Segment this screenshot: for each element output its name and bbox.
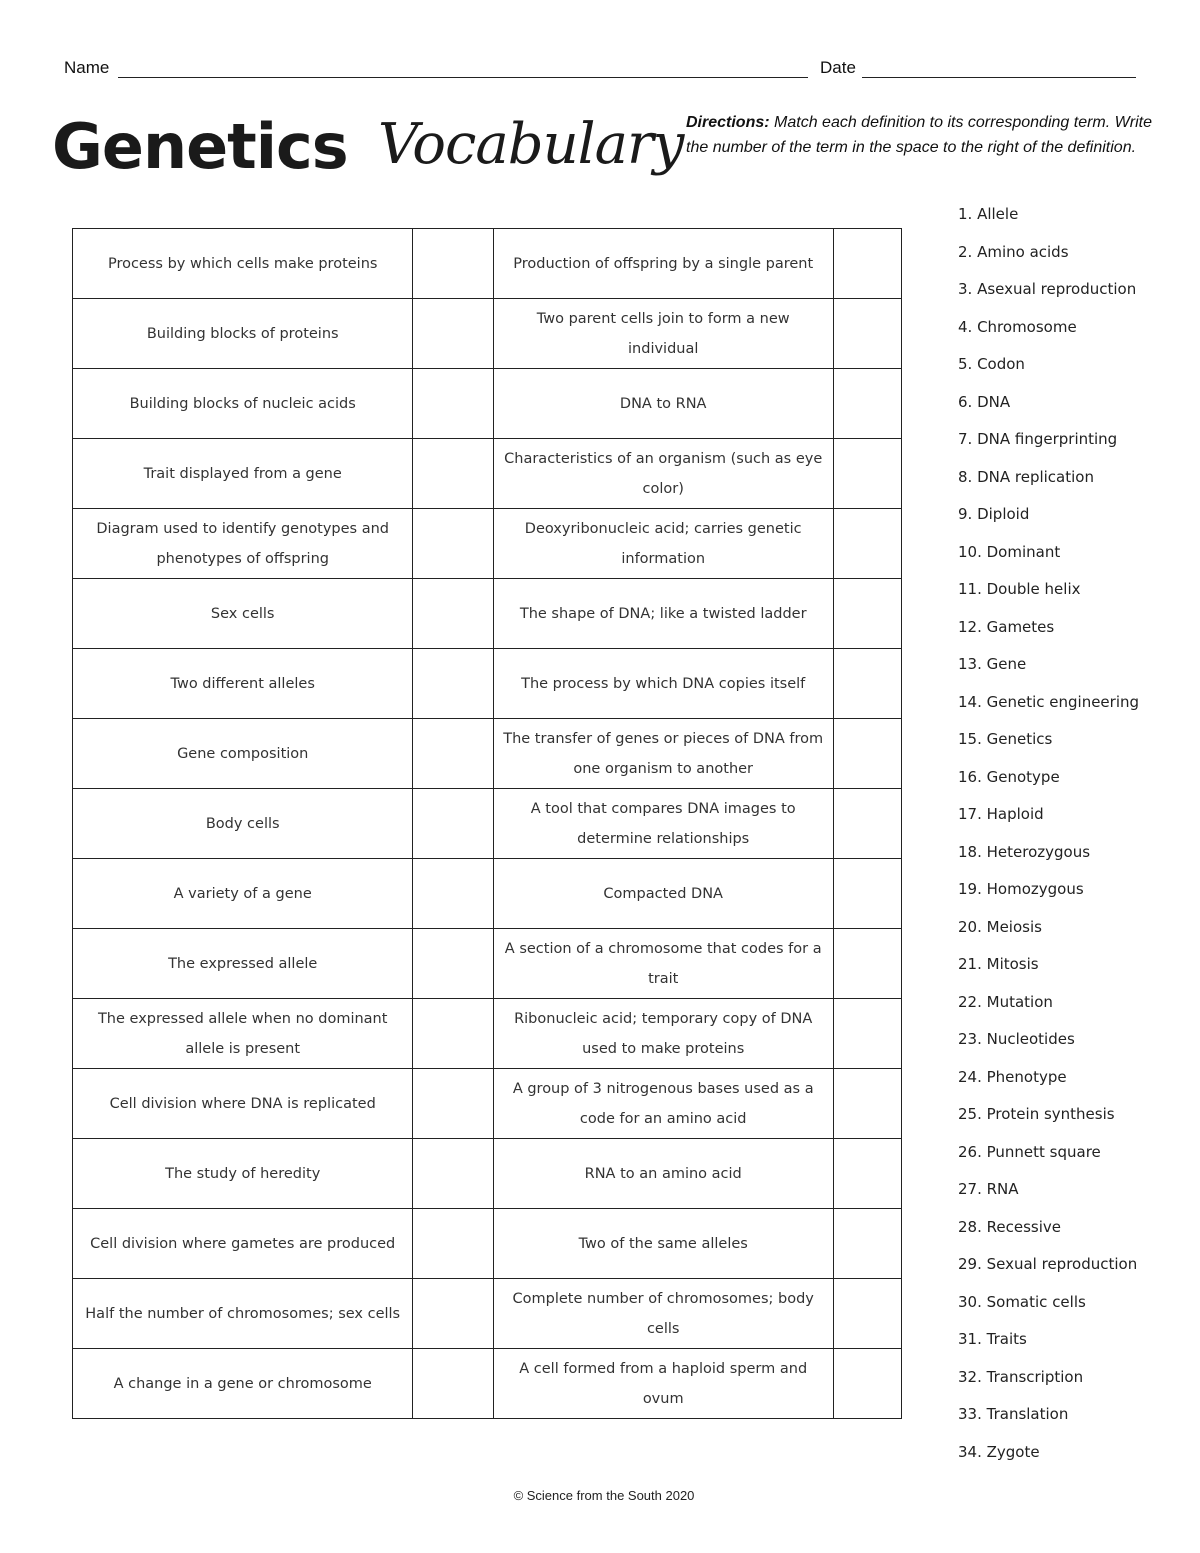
term-item: 12. Gametes (958, 617, 1055, 636)
answer-blank[interactable] (833, 509, 901, 579)
definition-cell: Gene composition (73, 719, 413, 789)
table-row (73, 1069, 902, 1139)
answer-blank[interactable] (413, 439, 493, 509)
answer-blank[interactable] (413, 229, 493, 299)
definition-cell: Deoxyribonucleic acid; carries genetic information (493, 509, 833, 579)
answer-blank[interactable] (833, 929, 901, 999)
term-item: 14. Genetic engineering (958, 692, 1140, 711)
term-item: 32. Transcription (958, 1367, 1084, 1386)
definition-cell: Trait displayed from a gene (73, 439, 413, 509)
term-item: 17. Haploid (958, 805, 1044, 823)
term-item: 8. DNA replication (958, 467, 1094, 486)
definition-cell: Compacted DNA (493, 859, 833, 929)
term-item: 29. Sexual reproduction (958, 1255, 1138, 1273)
definition-cell: The shape of DNA; like a twisted ladder (493, 579, 833, 649)
table-row (73, 859, 902, 929)
definition-cell: Complete number of chromosomes; body cells (493, 1279, 833, 1349)
definition-cell: A cell formed from a haploid sperm and ovum (493, 1349, 833, 1419)
answer-blank[interactable] (833, 789, 901, 859)
directions-label: Directions: (686, 114, 770, 131)
name-label: Name (64, 58, 110, 77)
term-item: 19. Homozygous (958, 880, 1084, 898)
term-item: 4. Chromosome (958, 317, 1077, 336)
term-item: 25. Protein synthesis (958, 1105, 1115, 1123)
definition-cell: A change in a gene or chromosome (73, 1349, 413, 1419)
definition-cell: Two parent cells join to form a new individual (493, 299, 833, 369)
definition-cell: Sex cells (73, 579, 413, 649)
term-item: 31. Traits (958, 1330, 1027, 1348)
definition-cell: Half the number of chromosomes; sex cells (73, 1279, 413, 1349)
answer-blank[interactable] (833, 579, 901, 649)
term-item: 13. Gene (958, 655, 1027, 673)
page-title-script: Vocabulary (378, 112, 684, 177)
directions-text: Match each definition to its corresponding term. Write the number of the term in the space to the right of the definition. (686, 114, 1152, 156)
table-row (73, 369, 902, 439)
term-item: 9. Diploid (958, 505, 1030, 523)
definition-cell: The process by which DNA copies itself (493, 649, 833, 719)
term-item: 5. Codon (958, 355, 1025, 373)
term-item: 1. Allele (958, 205, 1019, 223)
table-row (73, 1209, 902, 1279)
definition-cell: The expressed allele (73, 929, 413, 999)
table-row (73, 579, 902, 649)
date-label: Date (820, 58, 856, 77)
term-item: 18. Heterozygous (958, 842, 1091, 861)
table-row (73, 229, 902, 299)
answer-blank[interactable] (833, 1349, 901, 1419)
definition-cell: A section of a chromosome that codes for a trait (493, 929, 833, 999)
definition-cell: Cell division where DNA is replicated (73, 1069, 413, 1139)
answer-blank[interactable] (413, 719, 493, 789)
term-item: 16. Genotype (958, 767, 1060, 786)
answer-blank[interactable] (833, 1139, 901, 1209)
term-bank (958, 200, 1188, 1475)
date-field-line[interactable] (862, 77, 1136, 78)
table-row (73, 1279, 902, 1349)
term-item: 15. Genetics (958, 730, 1053, 748)
definition-cell: A variety of a gene (73, 859, 413, 929)
term-item: 21. Mitosis (958, 955, 1039, 973)
definition-cell: The study of heredity (73, 1139, 413, 1209)
table-row (73, 789, 902, 859)
answer-blank[interactable] (413, 649, 493, 719)
answer-blank[interactable] (413, 369, 493, 439)
term-item: 23. Nucleotides (958, 1030, 1075, 1048)
term-item: 30. Somatic cells (958, 1292, 1086, 1311)
term-item: 3. Asexual reproduction (958, 280, 1137, 298)
answer-blank[interactable] (413, 1349, 493, 1419)
table-row (73, 1349, 902, 1419)
term-item: 24. Phenotype (958, 1067, 1067, 1086)
term-item: 27. RNA (958, 1180, 1019, 1198)
copyright-footer: © Science from the South 2020 (513, 1488, 695, 1503)
term-item: 11. Double helix (958, 580, 1081, 598)
directions (686, 110, 1156, 160)
answer-blank[interactable] (833, 999, 901, 1069)
definition-cell: Characteristics of an organism (such as eye color) (493, 439, 833, 509)
term-item: 28. Recessive (958, 1217, 1061, 1236)
definition-cell: Two of the same alleles (493, 1209, 833, 1279)
term-item: 2. Amino acids (958, 242, 1069, 261)
definition-cell: The expressed allele when no dominant allele is present (73, 999, 413, 1069)
term-item: 10. Dominant (958, 542, 1061, 561)
term-item: 22. Mutation (958, 992, 1053, 1011)
table-row (73, 509, 902, 579)
answer-blank[interactable] (833, 1209, 901, 1279)
table-row (73, 929, 902, 999)
term-item: 6. DNA (958, 392, 1011, 411)
answer-blank[interactable] (833, 299, 901, 369)
answer-blank[interactable] (833, 369, 901, 439)
answer-blank[interactable] (833, 649, 901, 719)
definition-cell: Process by which cells make proteins (73, 229, 413, 299)
answer-blank[interactable] (413, 789, 493, 859)
page-title: Genetics (52, 110, 348, 183)
answer-blank[interactable] (413, 579, 493, 649)
table-row (73, 719, 902, 789)
answer-blank[interactable] (413, 299, 493, 369)
answer-blank[interactable] (413, 1139, 493, 1209)
table-row (73, 299, 902, 369)
answer-blank[interactable] (833, 1069, 901, 1139)
term-item: 34. Zygote (958, 1442, 1040, 1461)
definition-cell: Diagram used to identify genotypes and phenotypes of offspring (73, 509, 413, 579)
definition-cell: A group of 3 nitrogenous bases used as a code for an amino acid (493, 1069, 833, 1139)
definition-cell: The transfer of genes or pieces of DNA from one organism to another (493, 719, 833, 789)
term-item: 20. Meiosis (958, 917, 1042, 936)
definition-cell: RNA to an amino acid (493, 1139, 833, 1209)
definition-cell: Two different alleles (73, 649, 413, 719)
answer-blank[interactable] (833, 1279, 901, 1349)
answer-blank[interactable] (413, 509, 493, 579)
definition-cell: Production of offspring by a single parent (493, 229, 833, 299)
definition-cell: Cell division where gametes are produced (73, 1209, 413, 1279)
answer-blank[interactable] (413, 929, 493, 999)
answer-blank[interactable] (413, 859, 493, 929)
term-item: 33. Translation (958, 1405, 1069, 1423)
term-item: 7. DNA fingerprinting (958, 430, 1118, 448)
answer-blank[interactable] (413, 1069, 493, 1139)
table-row (73, 649, 902, 719)
table-row (73, 999, 902, 1069)
definition-cell: DNA to RNA (493, 369, 833, 439)
definition-cell: Body cells (73, 789, 413, 859)
answer-blank[interactable] (413, 999, 493, 1069)
answer-blank[interactable] (413, 1209, 493, 1279)
table-row (73, 1139, 902, 1209)
answer-blank[interactable] (833, 439, 901, 509)
term-item: 26. Punnett square (958, 1142, 1101, 1161)
definition-cell: Building blocks of proteins (73, 299, 413, 369)
table-row (73, 439, 902, 509)
answer-blank[interactable] (413, 1279, 493, 1349)
answer-blank[interactable] (833, 859, 901, 929)
vocabulary-table (72, 228, 902, 1419)
definition-cell: Building blocks of nucleic acids (73, 369, 413, 439)
answer-blank[interactable] (833, 719, 901, 789)
name-field-line[interactable] (118, 77, 808, 78)
definition-cell: Ribonucleic acid; temporary copy of DNA used to make proteins (493, 999, 833, 1069)
answer-blank[interactable] (833, 229, 901, 299)
definition-cell: A tool that compares DNA images to determine relationships (493, 789, 833, 859)
